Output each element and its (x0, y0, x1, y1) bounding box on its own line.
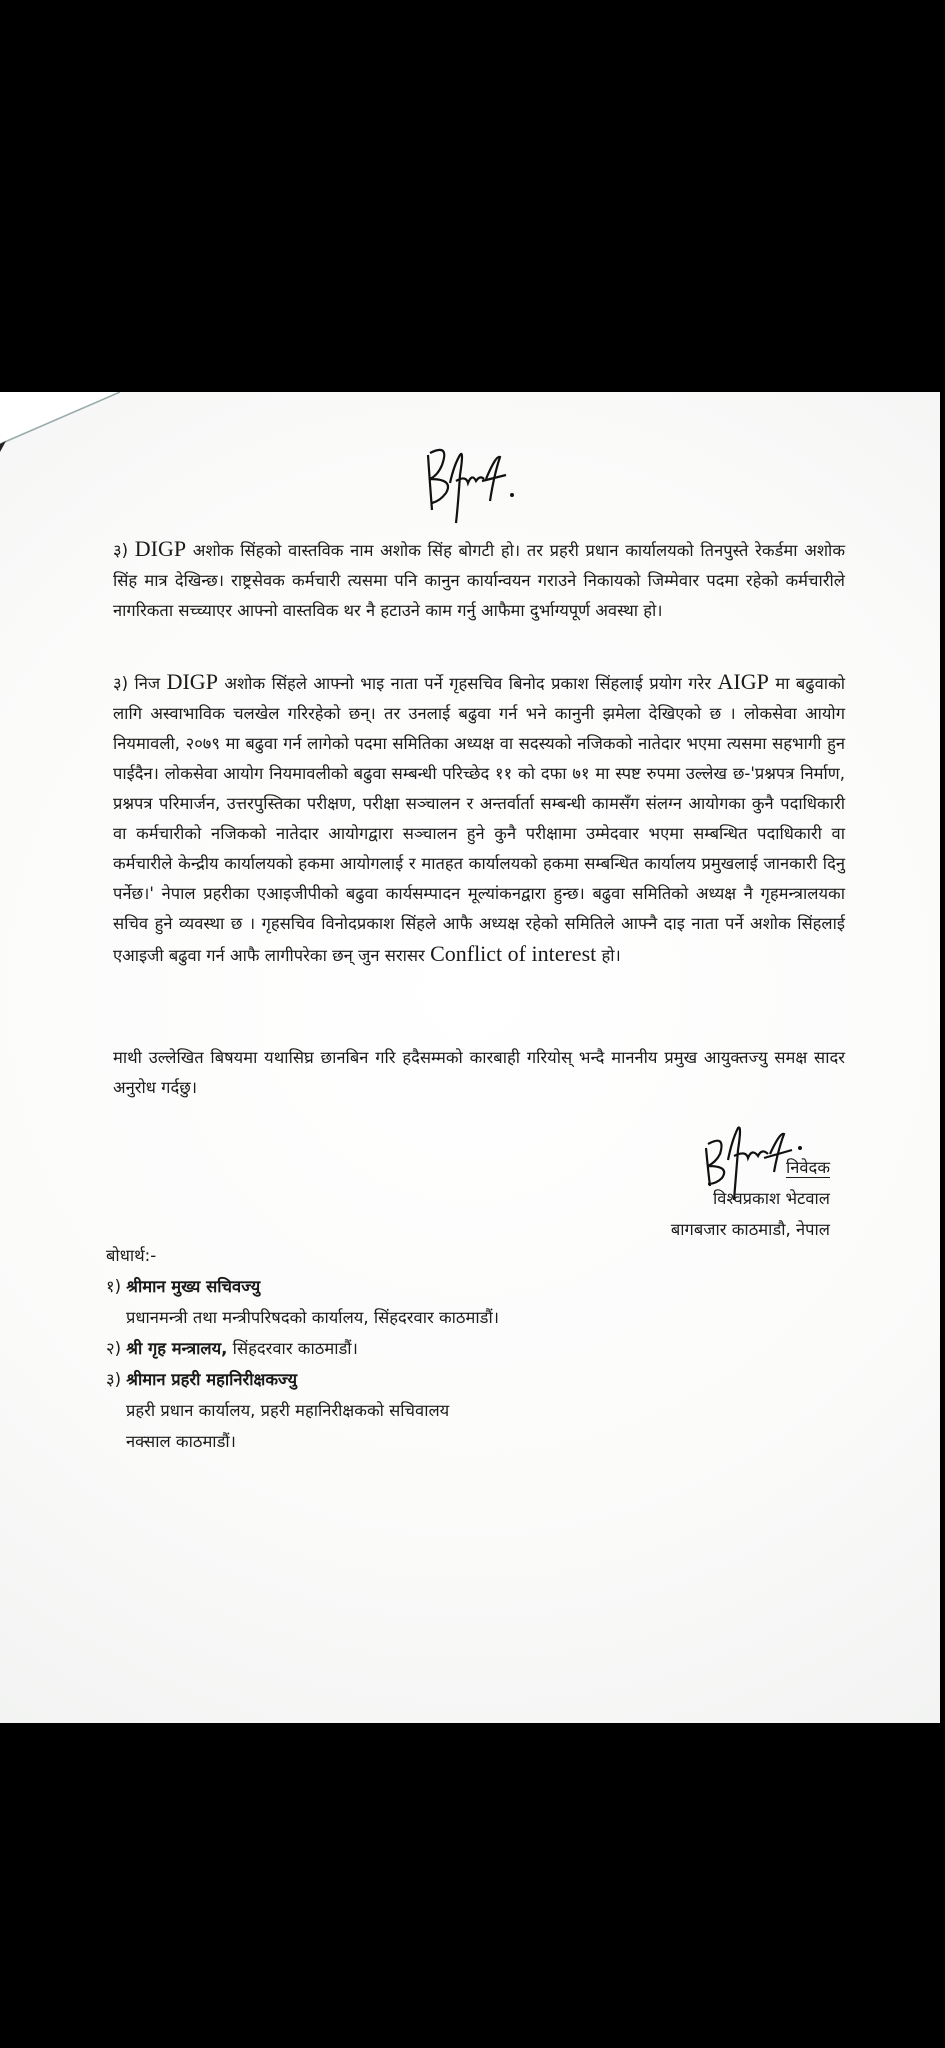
paragraph-text: अशोक सिंहले आफ्नो भाइ नाता पर्ने गृहसचिव बिनोद प्रकाश सिंहलाई प्रयोग गरेर (217, 674, 718, 693)
cc-heading: बोधार्थ:- (106, 1246, 157, 1265)
latin-term: DIGP (166, 669, 218, 694)
paragraph-text: मा बढुवाको लागि अस्वाभाविक चलखेल गरिरहेको छन्। तर उनलाई बढुवा गर्न भने कानुनी झमेला देखिएको छ । लोकसेवा आयोग नियमावली, २०७९ मा बढुवा गर्न लागेको पदमा समितिका अध्यक्ष वा सदस्यको नजिकको नातेदार भएमा त्यसमा सहभागी हुन पाईदैन। लोकसेवा आयोग नियमावलीको बढुवा सम्बन्धी परिच्छेद ११ को दफा ७१ मा स्पष्ट रुपमा उल्लेख छ-'प्रश्नपत्र निर्माण, प्रश्नपत्र परिमार्जन, उत्तरपुस्तिका परीक्षण, परीक्षा सञ्चालन र अन्तर्वार्ता सम्बन्धी कामसँग संलग्न आयोगका कुनै पदाधिकारी वा कर्मचारीको नजिकको नातेदार आयोगद्वारा सञ्चालन हुने कुनै परीक्षामा उम्मेदवार भएमा सम्बन्धित पदाधिकारी वा कर्मचारीले केन्द्रीय कार्यालयको हकमा आयोगलाई र मातहत कार्यालयको हकमा सम्बन्धित कार्यालय प्रमुखलाई जानकारी दिनु पर्नेछ।' नेपाल प्रहरीका एआइजीपीको बढुवा कार्यसम्पादन मूल्यांकनद्वारा हुन्छ। बढुवा समितिको अध्यक्ष नै गृहमन्त्रालयका सचिव हुने व्यवस्था छ । गृहसचिव विनोदप्रकाश सिंहले आफै अध्यक्ष रहेको समितिले आफ्नै दाइ नाता पर्ने अशोक सिंहलाई एआइजी बढुवा गर्न आफै लागीपरेका छन् जुन सरासर (113, 674, 846, 965)
cc-item-number: २) (106, 1339, 122, 1358)
paragraph-text: माथी उल्लेखित बिषयमा यथासिघ्र छानबिन गरि हदैसम्मको कारबाही गरियोस् भन्दै माननीय प्रमुख आयुक्तज्यु समक्ष सादर अनुरोध गर्दछु। (113, 1048, 845, 1097)
paragraph-text: ३) निज (113, 674, 167, 693)
signer-address: बागबजार काठमाडौ, नेपाल (670, 1220, 830, 1239)
latin-term: Conflict of interest (430, 941, 597, 966)
latin-term: DIGP (134, 536, 187, 561)
latin-term: AIGP (717, 669, 769, 694)
cc-item-2 (106, 1333, 499, 1364)
signer-name: विश्वप्रकाश भेटवाल (713, 1189, 830, 1208)
paragraph-text: हो। (596, 946, 621, 965)
paragraph-text: ३) (113, 541, 135, 560)
signer-block (671, 1152, 830, 1245)
folded-corner (0, 392, 120, 452)
paragraph-1 (113, 534, 845, 626)
cc-item-1-address: प्रधानमन्त्री तथा मन्त्रीपरिषदको कार्यालय, सिंहदरवार काठमाडौं। (126, 1308, 499, 1327)
cc-item-number: १) (106, 1277, 122, 1296)
cc-item-title: श्रीमान मुख्य सचिवज्यु (126, 1277, 261, 1296)
cc-item-title: श्री गृह मन्त्रालय, (126, 1339, 228, 1358)
signature-top (420, 435, 530, 525)
cc-item-1 (106, 1271, 499, 1302)
cc-item-title: श्रीमान प्रहरी महानिरीक्षकज्यु (126, 1370, 298, 1389)
cc-item-3-address-line-2: नक्साल काठमाडौं। (126, 1432, 236, 1451)
cc-item-3-address-line-1: प्रहरी प्रधान कार्यालय, प्रहरी महानिरीक्षकको सचिवालय (126, 1401, 450, 1420)
cc-item-address: सिंहदरवार काठमाडौं। (227, 1339, 358, 1358)
cc-item-3 (106, 1364, 499, 1395)
paragraph-text: अशोक सिंहको वास्तविक नाम अशोक सिंह बोगटी हो। तर प्रहरी प्रधान कार्यालयको तिनपुस्ते रेकर्डमा अशोक सिंह मात्र देखिन्छ। राष्ट्रसेवक कर्मचारी त्यसमा पनि कानुन कार्यान्वयन गराउने निकायको जिम्मेवार पदमा रहेको कर्मचारीले नागरिकता सच्च्याएर आफ्नो वास्तविक थर नै हटाउने काम गर्नु आफैमा दुर्भाग्यपूर्ण अवस्था हो। (113, 541, 845, 620)
signer-role: निवेदक (785, 1158, 830, 1177)
cc-list (106, 1240, 499, 1457)
paragraph-2 (113, 667, 845, 971)
paragraph-3-request (113, 1043, 845, 1103)
cc-item-number: ३) (106, 1370, 122, 1389)
